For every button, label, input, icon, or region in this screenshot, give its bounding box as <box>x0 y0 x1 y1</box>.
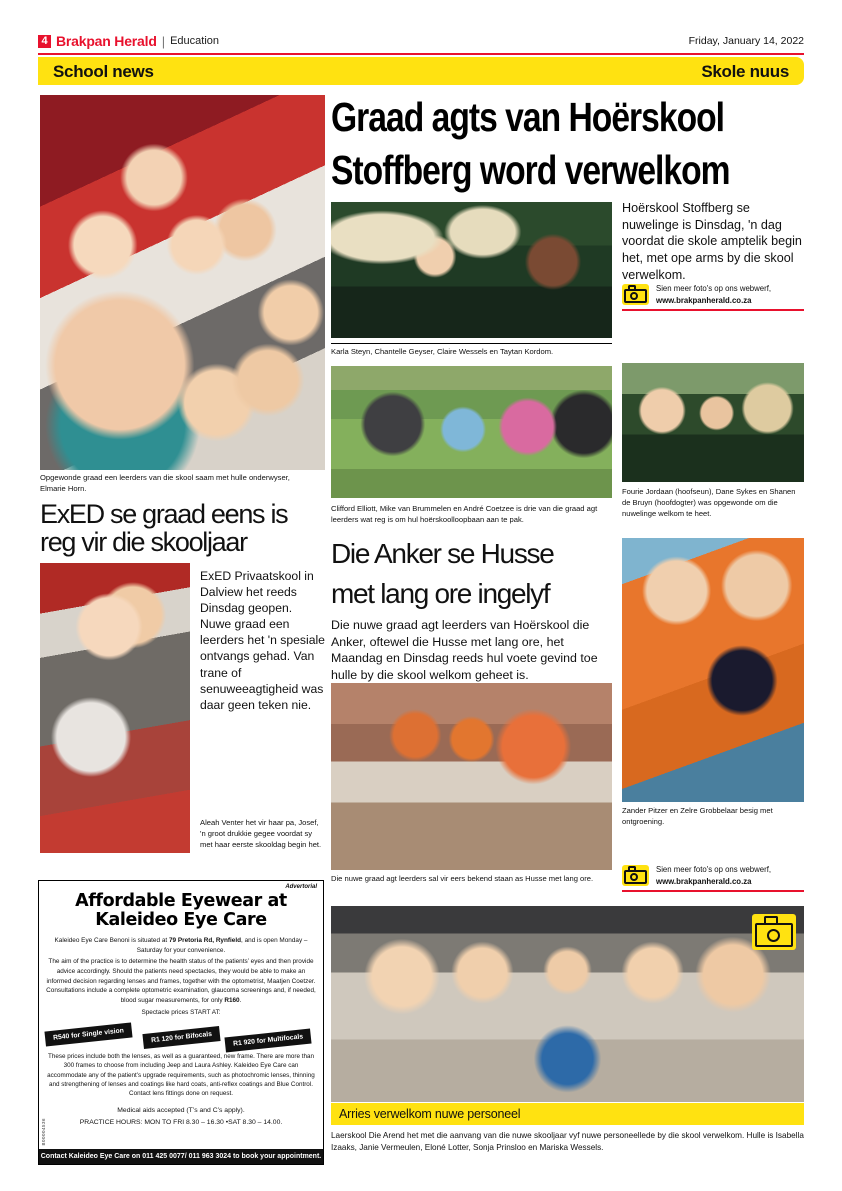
advert-title-line2: Kaleideo Eye Care <box>95 909 267 930</box>
caption-anker-pair: Zander Pitzer en Zelre Grobbelaar besig met ontgroening. <box>622 806 773 826</box>
advertorial-tag: Advertorial <box>285 884 317 890</box>
advert-paragraph-2 <box>46 957 316 1006</box>
webref-stoffberg[interactable] <box>622 283 807 306</box>
photo-stoffberg-leaders <box>622 363 804 482</box>
body-anker: Die nuwe graad agt leerders van Hoërskool die Anker, oftewel die Husse met lang ore, het Maandag en Dinsdag reeds hul voete gevind toe hulle by die skool welkom geheet is. <box>331 618 598 683</box>
section-title-english: School news <box>53 62 154 81</box>
webref-line1: Sien meer foto's op ons webwerf, <box>656 865 772 874</box>
intro-stoffberg: Hoërskool Stoffberg se nuwelinge is Dinsdag, 'n dag voordat die skole amptelik begin het, met ope arms by die skool verwelkom. <box>622 201 802 282</box>
headline-anker-line2 <box>331 578 631 609</box>
camera-icon <box>752 914 796 950</box>
advert-p2-pre: The aim of the practice is to determine the health status of the patients’ eyes and then provide advice accordingly. Should the patients need spectacles, they would be able to make an informed decision regarding lenses and frames, together with the optometrist, Maatjen Coetzer. Consultations include a complete optometric examination, glaucoma screenings and, if needed, blood sugar measurements, for only <box>46 958 316 1005</box>
caption-arries: Laerskool Die Arend het met die aanvang van die nuwe skooljaar vyf nuwe personeellede by die skool verwelkom. Hulle is Isabella Izaaks, Janie Vermeulen, Eloné Lotter, Sonja Prinsloo en Mariska Wessels. <box>331 1131 804 1153</box>
headline-anker-light-2: met lang ore ingelyf <box>331 578 550 609</box>
advert-start-at: Spectacle prices START AT: <box>141 1008 221 1016</box>
price-tag-single-vision: R540 for Single vision <box>44 1022 132 1046</box>
headline-main-line1: Graad agts van Hoërskool <box>331 94 725 140</box>
webref-url[interactable]: www.brakpanherald.co.za <box>656 295 752 305</box>
advert-p2-price: R160 <box>224 997 240 1005</box>
caption-stoffberg-hats: Karla Steyn, Chantelle Geyser, Claire Wessels en Taytan Kordom. <box>331 347 554 356</box>
advert-note: These prices include both the lenses, as well as a guaranteed, new frame. There are more than 300 frames to choose from including Jeep and Laura Ashley. Kaleideo Eye Care can accommodate any of the patient’s upgrade requirements, such as photochromic lenses, thinning and strengthening of lenses and coatings like hard coats, anti-reflex coatings and Blue Control. Contact lens fittings done on request. <box>47 1052 315 1098</box>
camera-icon <box>622 284 649 305</box>
advert-kaleideo <box>38 880 324 1165</box>
headline-exed-line1: ExED se graad eens is <box>40 499 288 529</box>
photo-stoffberg-hats <box>331 202 612 338</box>
advert-p1-address: 79 Pretoria Rd, Rynfield <box>168 936 242 944</box>
advert-practice-hours: PRACTICE HOURS: MON TO FRI 8.30 – 16.30 •SAT 8.30 – 14.00. <box>79 1118 283 1126</box>
photo-anker-pair <box>622 538 804 802</box>
webref-anker[interactable] <box>622 864 807 887</box>
body-exed: ExED Privaatskool in Dalview het reeds Dinsdag geopen. Nuwe graad een leerders het 'n spesiale ontvangs gehad. Van trane of senuweeagtigheid was daar geen teken nie. <box>200 569 325 712</box>
webref-url[interactable]: www.brakpanherald.co.za <box>656 876 752 886</box>
paper-name: Brakpan Herald <box>56 33 157 49</box>
caption-stoffberg-leaders: Fourie Jordaan (hoofseun), Dane Sykes en Shanen de Bruyn (hoofdogter) was opgewonde om die nuwelinge welkom te heet. <box>622 487 796 518</box>
headline-main-line2: Stoffberg word verwelkom <box>331 147 730 193</box>
page-number-badge: 4 <box>38 35 51 48</box>
caption-rule-1 <box>331 343 612 344</box>
webref-text <box>656 864 771 887</box>
headline-anker-line1 <box>331 538 631 569</box>
photo-arries-staff <box>331 906 804 1102</box>
advert-vertical-code: B00004536 <box>41 1118 46 1146</box>
section-bar <box>38 57 804 85</box>
webref-rule-1 <box>622 309 804 311</box>
caption-anker-wall: Die nuwe graad agt leerders sal vir eers bekend staan as Husse met lang ore. <box>331 874 594 883</box>
price-tag-bifocals: R1 120 for Bifocals <box>142 1026 220 1049</box>
price-tag-multifocals: R1 920 for Multifocals <box>224 1028 311 1052</box>
banner-arries: Arries verwelkom nuwe personeel <box>331 1103 804 1125</box>
caption-exed-hug: Aleah Venter het vir haar pa, Josef, 'n groot drukkie gegee voordat sy met haar eerste skooldag begin het. <box>200 818 322 849</box>
advert-price-row <box>39 1023 323 1049</box>
photo-exed-hug <box>40 563 190 853</box>
advert-p2-post: . <box>239 997 242 1005</box>
photo-camera-badge <box>752 914 796 950</box>
advert-paragraph-1 <box>46 936 316 955</box>
advert-title-line1: Affordable Eyewear at <box>75 891 287 911</box>
advert-footer-contact: Contact Kaleideo Eye Care on 011 425 0077/ 011 963 3024 to book your appointment. <box>39 1149 323 1164</box>
photo-exed-grade1-group <box>40 95 325 470</box>
masthead-date: Friday, January 14, 2022 <box>688 35 804 47</box>
webref-rule-2 <box>622 890 804 892</box>
section-title-afrikaans: Skole nuus <box>701 62 789 81</box>
caption-stoffberg-field: Clifford Elliott, Mike van Brummelen en André Coetzee is drie van die graad agt leerders wat reg is om hul hoërskoolloopbaan aan te pak. <box>331 504 598 524</box>
advert-p1-post: , and is open Monday – Saturday for your convenience. <box>136 936 308 954</box>
webref-line1: Sien meer foto's op ons webwerf, <box>656 284 772 293</box>
caption-exed-photo: Opgewonde graad een leerders van die skool saam met hulle onderwyser, Elmarie Horn. <box>40 473 290 493</box>
masthead <box>38 30 804 52</box>
masthead-rule <box>38 53 804 55</box>
headline-anker-light-1: Die Anker se Husse <box>331 538 554 569</box>
photo-stoffberg-field <box>331 366 612 498</box>
advert-p1-pre: Kaleideo Eye Care Benoni is situated at <box>54 936 169 944</box>
headline-exed-line2: reg vir die skooljaar <box>40 527 247 557</box>
masthead-divider: | <box>161 33 166 49</box>
masthead-section: Education <box>170 35 220 47</box>
webref-text <box>656 283 771 306</box>
photo-anker-wall <box>331 683 612 870</box>
camera-icon <box>622 865 649 886</box>
advert-medical-aids: Medical aids accepted (T’s and C’s apply). <box>117 1106 245 1114</box>
